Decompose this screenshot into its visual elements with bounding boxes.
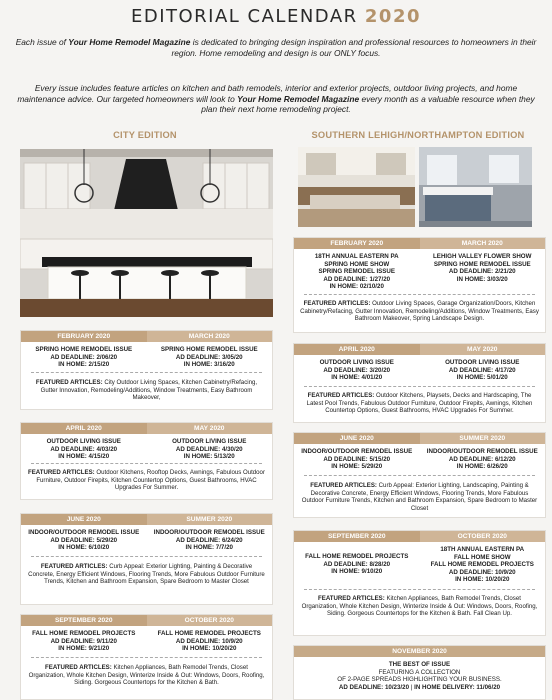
issue-details: LEHIGH VALLEY FLOWER SHOW SPRING HOME REMODEL ISSUE AD DEADLINE: 2/21/20 IN HOME: 3/03/20	[433, 253, 532, 283]
city-card-sep-oct	[20, 614, 273, 700]
month-header: MARCH 2020	[147, 331, 273, 342]
featured-articles: FEATURED ARTICLES: Kitchen Appliances, Bath Remodel Trends, Closet Organization, Whole Kitchen Design, Winterize Inside & Out: Windows, Doors, Roofing, Siding. Gorgeous Countertops for the Kitchen & Bath.	[28, 664, 265, 687]
lehigh-edition-heading: SOUTHERN LEHIGH/NORTHAMPTON EDITION	[311, 130, 525, 140]
issue-details: INDOOR/OUTDOOR REMODEL ISSUE AD DEADLINE: 5/29/20 IN HOME: 6/10/20	[28, 529, 140, 552]
divider	[31, 556, 262, 557]
title-year: 2020	[364, 6, 422, 27]
month-header: SUMMER 2020	[147, 514, 273, 525]
issue-details: OUTDOOR LIVING ISSUE AD DEADLINE: 3/20/20 IN HOME: 4/01/20	[319, 359, 394, 382]
issue-details: OUTDOOR LIVING ISSUE AD DEADLINE: 4/17/20 IN HOME: 5/01/20	[445, 359, 520, 382]
divider	[304, 589, 535, 590]
issue-details: 18TH ANNUAL EASTERN PA FALL HOME SHOW FALL HOME REMODEL PROJECTS AD DEADLINE: 10/9/20 IN HOME: 10/20/20	[430, 546, 534, 584]
intro-paragraph-1: Each issue of Your Home Remodel Magazine is dedicated to bringing design inspiration and professional resources to homeowners in their region. Home remodeling and design is our ONLY focus.	[15, 37, 537, 58]
featured-articles: FEATURED ARTICLES: Kitchen Appliances, Bath Remodel Trends, Closet Organization, Whole Kitchen Design, Winterize Inside & Out: Windows, Doors, Roofing, Siding. Gorgeous Countertops for the Kitchen & Bath. Fall Clean Up.	[301, 595, 538, 618]
featured-articles: FEATURED ARTICLES: Curb Appeal: Exterior Lighting, Painting & Decorative Concrete, Energy Efficient Windows, Flooring Trends, More Fabulous Outdoor Furniture Trends, Kitchen and Bathroom Expansion, Spare Bedroom to Master Closet	[28, 563, 265, 586]
magazine-name: Your Home Remodel Magazine	[68, 37, 191, 47]
issue-details: FALL HOME REMODEL PROJECTS AD DEADLINE: 9/11/20 IN HOME: 9/21/20	[32, 630, 136, 653]
issue-details: INDOOR/OUTDOOR REMODEL ISSUE AD DEADLINE: 6/24/20 IN HOME: 7/7/20	[153, 529, 265, 552]
city-card-feb-mar	[20, 330, 273, 410]
lehigh-bathroom-photo	[419, 147, 532, 227]
title-text: EDITORIAL CALENDAR	[130, 6, 358, 27]
divider	[31, 463, 262, 464]
magazine-name: Your Home Remodel Magazine	[237, 93, 360, 104]
month-header: SEPTEMBER 2020	[294, 531, 420, 542]
month-header: APRIL 2020	[21, 423, 147, 434]
page-title	[0, 6, 552, 27]
lehigh-card-apr-may	[293, 343, 546, 423]
lehigh-kitchen-photo	[298, 147, 415, 227]
city-kitchen-photo	[20, 149, 273, 317]
month-header: MAY 2020	[147, 423, 273, 434]
featured-articles: FEATURED ARTICLES: Outdoor Kitchens, Rooftop Decks, Awnings, Fabulous Outdoor Furniture, Outdoor Firepits, Kitchen Countertop Options, Guest Bathrooms, HVAC Upgrades For Summer.	[28, 469, 265, 492]
lehigh-card-nov	[293, 645, 546, 700]
issue-details: THE BEST OF ISSUE FEATURING A COLLECTION OF 2-PAGE SPREADS HIGHLIGHTING YOUR BUSINESS. AD DEADLINE: 10/23/20 | IN HOME DELIVERY: 11/06/20	[337, 661, 502, 691]
month-header: MAY 2020	[420, 344, 546, 355]
issue-details: INDOOR/OUTDOOR REMODEL ISSUE AD DEADLINE: 6/12/20 IN HOME: 6/26/20	[426, 448, 538, 471]
issue-details: OUTDOOR LIVING ISSUE AD DEADLINE: 4/30/20 IN HOME: 5/13/20	[172, 438, 247, 461]
issue-details: FALL HOME REMODEL PROJECTS AD DEADLINE: 8/28/20 IN HOME: 9/10/20	[305, 553, 409, 576]
featured-articles: FEATURED ARTICLES: Curb Appeal: Exterior Lighting, Landscaping, Painting & Decorative Concrete, Energy Efficient Windows, Flooring Trends, More Fabulous Outdoor Furniture Trends, Kitchen and Bathroom Expansion, Spare Bedroom to Master Closet	[301, 482, 538, 512]
featured-articles: FEATURED ARTICLES: Outdoor Kitchens, Playsets, Decks and Hardscaping, The Latest Pool Trends, Fabulous Outdoor Furniture, Outdoor Firepits, Awnings, Kitchen Countertop Options, Guest Bathrooms, HVAC Upgrades For Summer.	[306, 392, 533, 415]
divider	[31, 372, 262, 373]
divider	[304, 475, 535, 476]
issue-details: SPRING HOME REMODEL ISSUE AD DEADLINE: 2/06/20 IN HOME: 2/15/20	[35, 346, 133, 369]
in-home-delivery: IN HOME DELIVERY: 11/06/20	[414, 683, 501, 691]
divider	[304, 386, 535, 387]
month-header: JUNE 2020	[294, 433, 420, 444]
month-header: FEBRUARY 2020	[294, 238, 420, 249]
lehigh-card-jun-summer	[293, 432, 546, 518]
divider	[304, 294, 535, 295]
month-header: SEPTEMBER 2020	[21, 615, 147, 626]
intro-paragraph-2: Every issue includes feature articles on kitchen and bath remodels, interior and exterior projects, outdoor living projects, and home maintenance advice. Our targeted homeowners will look to Your Home Remodel Magazine every month as a valuable resource when they plan their next home remodeling project.	[17, 83, 535, 114]
lehigh-card-feb-mar	[293, 237, 546, 333]
month-header: NOVEMBER 2020	[294, 646, 545, 657]
month-header: OCTOBER 2020	[147, 615, 273, 626]
month-header: JUNE 2020	[21, 514, 147, 525]
month-header: SUMMER 2020	[420, 433, 546, 444]
city-edition-heading: CITY EDITION	[113, 130, 177, 140]
city-card-apr-may	[20, 422, 273, 500]
month-header: FEBRUARY 2020	[21, 331, 147, 342]
divider	[31, 657, 262, 658]
ad-deadline: AD DEADLINE: 10/23/20	[338, 683, 410, 691]
issue-details: OUTDOOR LIVING ISSUE AD DEADLINE: 4/03/20 IN HOME: 4/15/20	[46, 438, 121, 461]
city-card-jun-summer	[20, 513, 273, 605]
featured-articles: FEATURED ARTICLES: Outdoor Living Spaces, Garage Organization/Doors, Kitchen Cabinetry/Refacing, Gutter Innovation, Remodeling/Additions, Window Treatments, Easy Bathroom Makeover, Spring Landscape Design.	[300, 300, 539, 323]
month-header: MARCH 2020	[420, 238, 546, 249]
featured-articles: FEATURED ARTICLES: City Outdoor Living Spaces, Kitchen Cabinetry/Refacing, Gutter Innovation, Remodeling/Additions, Window Treatments, Easy Bathroom Makeover,	[35, 379, 258, 402]
lehigh-card-sep-oct	[293, 530, 546, 636]
issue-details: 18TH ANNUAL EASTERN PA SPRING HOME SHOW SPRING REMODEL ISSUE AD DEADLINE: 1/27/20 IN HOME: 02/10/20	[314, 253, 399, 291]
month-header: OCTOBER 2020	[420, 531, 546, 542]
issue-details: INDOOR/OUTDOOR REMODEL ISSUE AD DEADLINE: 5/15/20 IN HOME: 5/29/20	[301, 448, 413, 471]
issue-details: SPRING HOME REMODEL ISSUE AD DEADLINE: 3/05/20 IN HOME: 3/16/20	[160, 346, 258, 369]
issue-details: FALL HOME REMODEL PROJECTS AD DEADLINE: 10/9/20 IN HOME: 10/20/20	[157, 630, 261, 653]
month-header: APRIL 2020	[294, 344, 420, 355]
